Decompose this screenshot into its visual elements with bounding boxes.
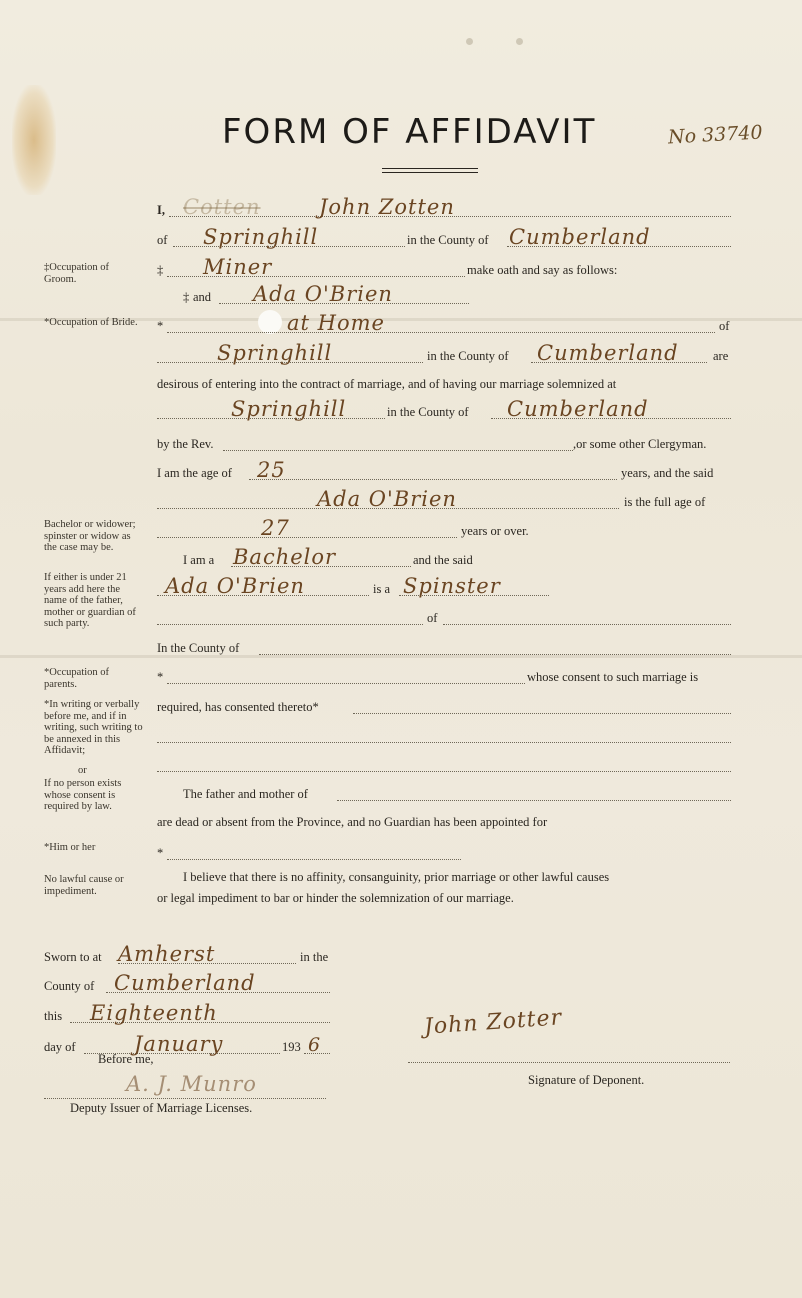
full-age-text: is the full age of <box>624 495 706 509</box>
punch-hole <box>466 38 473 45</box>
bride-name-3: Ada O'Brien <box>165 574 305 598</box>
county-label: In the County of <box>157 641 240 655</box>
struck-name: Cotten <box>183 195 261 219</box>
note-him-or-her: *Him or her <box>44 842 96 853</box>
county-of-label: County of <box>44 979 95 993</box>
sworn-day: Eighteenth <box>90 1001 218 1025</box>
parents-line <box>157 782 731 804</box>
bride-name: Ada O'Brien <box>253 282 393 306</box>
blank-line <box>157 724 731 746</box>
groom-age-line <box>157 458 731 483</box>
bride-occupation: at Home <box>287 311 385 335</box>
deponent-label: Signature of Deponent. <box>528 1073 645 1087</box>
bride-status-line <box>157 574 731 599</box>
and-said-text: and the said <box>413 553 473 567</box>
bride-place: Springhill <box>217 341 333 365</box>
note-no-lawful-cause: No lawful cause or impediment. <box>44 874 124 897</box>
punch-hole <box>516 38 523 45</box>
year-prefix: 193 <box>282 1040 301 1054</box>
form-number: No 33740 <box>667 121 764 149</box>
groom-occupation: Miner <box>203 255 273 279</box>
years-over-text: years or over. <box>461 524 529 538</box>
county-label: in the County of <box>427 349 509 363</box>
consent-line <box>157 665 731 687</box>
years-said-text: years, and the said <box>621 466 714 480</box>
note-under-21: If either is under 21 years add here the name of the father, mother or guardian of such party. <box>44 572 136 629</box>
issuer-signature-line <box>44 1098 326 1099</box>
bride-age-name-line <box>157 487 731 512</box>
deponent-name: John Zotten <box>319 195 455 219</box>
county-label: in the County of <box>407 233 489 247</box>
in-the-label: in the <box>300 950 329 964</box>
sworn-county-line <box>44 971 334 996</box>
bride-county: Cumberland <box>537 341 679 365</box>
clergy-line <box>157 432 731 454</box>
i-am-a-label: I am a <box>183 553 215 567</box>
note-groom-occupation: ‡Occupation of Groom. <box>44 262 110 285</box>
before-me-label: Before me, <box>98 1052 154 1066</box>
note-bride-occupation: *Occupation of Bride. <box>44 317 138 328</box>
title-rule <box>382 172 478 173</box>
and-label: and <box>193 290 212 304</box>
believe-text-1: I believe that there is no affinity, consanguinity, prior marriage or other lawful causes <box>183 870 610 884</box>
title-rule <box>382 168 478 169</box>
sworn-day-line <box>44 1001 334 1026</box>
form-title: FORM OF AFFIDAVIT <box>222 112 597 152</box>
bride-name-line <box>157 282 731 307</box>
him-her-line <box>157 841 467 863</box>
required-text: required, has consented thereto* <box>157 700 319 714</box>
note-in-writing: *In writing or verbally before me, and if in writing, such writing to be annexed in this Affidavit; <box>44 699 143 756</box>
deponent-name-line <box>157 195 731 220</box>
of-label: of <box>427 611 438 625</box>
bride-status: Spinster <box>403 574 501 598</box>
sworn-place: Amherst <box>118 942 216 966</box>
desirous-text: desirous of entering into the contract of marriage, and of having our marriage solemnized at <box>157 377 617 391</box>
sworn-to-label: Sworn to at <box>44 950 102 964</box>
required-line <box>157 695 731 717</box>
are-label: are <box>713 349 729 363</box>
of-label: of <box>719 319 730 333</box>
day-of-label: day of <box>44 1040 76 1054</box>
deponent-signature-line <box>408 1062 730 1063</box>
of-label: of <box>157 233 168 247</box>
star-mark: * <box>157 319 164 333</box>
dagger-mark: ‡ <box>183 290 190 304</box>
is-a-label: is a <box>373 582 391 596</box>
believe-text-2: or legal impediment to bar or hinder the solemnization of our marriage. <box>157 891 514 905</box>
groom-place: Springhill <box>203 225 319 249</box>
star-mark: * <box>157 670 164 684</box>
bride-residence-line <box>157 341 731 366</box>
by-rev-label: by the Rev. <box>157 437 214 451</box>
county-label: in the County of <box>387 405 469 419</box>
groom-age: 25 <box>257 458 286 482</box>
groom-status: Bachelor <box>233 545 337 569</box>
note-or: or <box>78 765 87 776</box>
sworn-place-line <box>44 942 334 967</box>
bride-name-2: Ada O'Brien <box>317 487 457 511</box>
note-no-person: If no person exists whose consent is required by law. <box>44 778 122 812</box>
whose-consent-text: whose consent to such marriage is <box>527 670 699 684</box>
i-label: I, <box>157 203 165 217</box>
dead-absent-text: are dead or absent from the Province, and no Guardian has been appointed for <box>157 815 548 829</box>
father-mother-text: The father and mother of <box>183 787 308 801</box>
bride-age-line <box>157 516 731 541</box>
marriage-place-line <box>157 397 731 422</box>
water-stain <box>12 85 56 195</box>
dagger-mark: ‡ <box>157 263 164 277</box>
note-marital-status: Bachelor or widower; spinster or widow as the case may be. <box>44 519 136 553</box>
star-mark: * <box>157 846 164 860</box>
note-parents-occupation: *Occupation of parents. <box>44 667 110 690</box>
deponent-signature: John Zotter <box>423 1005 563 1040</box>
year-digit: 6 <box>308 1034 322 1056</box>
issuer-signature: A. J. Munro <box>126 1072 257 1096</box>
groom-county: Cumberland <box>509 225 651 249</box>
age-label: I am the age of <box>157 466 232 480</box>
other-clergy-text: ,or some other Clergyman. <box>573 437 707 451</box>
issuer-label: Deputy Issuer of Marriage Licenses. <box>70 1101 253 1115</box>
bride-occupation-line <box>157 311 731 336</box>
marriage-county: Cumberland <box>507 397 649 421</box>
groom-status-line <box>157 545 731 570</box>
bride-age: 27 <box>261 516 290 540</box>
guardian-county-line <box>157 636 731 658</box>
sworn-date-line <box>44 1032 334 1057</box>
groom-occupation-line <box>157 255 731 280</box>
make-oath-text: make oath and say as follows: <box>467 263 618 277</box>
sworn-month: January <box>134 1032 224 1056</box>
guardian-line <box>157 606 731 628</box>
groom-residence-line <box>157 225 731 250</box>
sworn-county: Cumberland <box>114 971 256 995</box>
this-label: this <box>44 1009 63 1023</box>
blank-line <box>157 753 731 775</box>
marriage-place: Springhill <box>231 397 347 421</box>
